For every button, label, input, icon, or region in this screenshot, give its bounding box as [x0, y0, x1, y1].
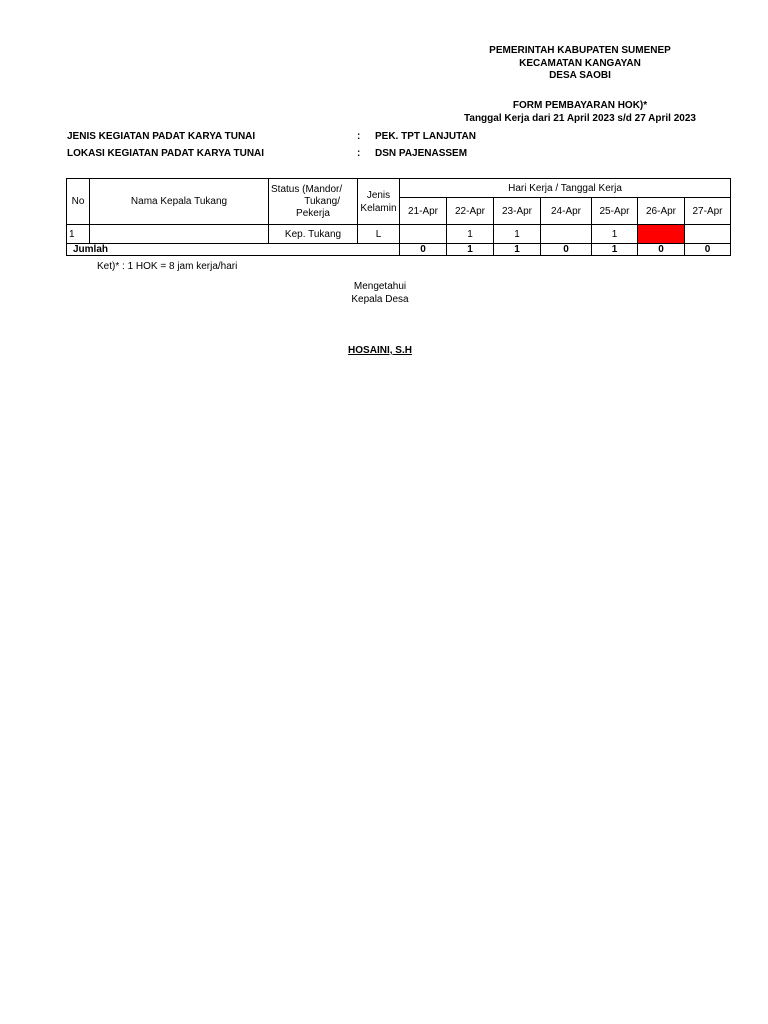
header-line-village: DESA SAOBI [549, 70, 611, 81]
government-header [430, 45, 730, 83]
date-header: 23-Apr [494, 198, 541, 225]
ack-line1: Mengetahui [353, 281, 407, 292]
hok-table [66, 178, 731, 256]
day-cell: 1 [592, 225, 638, 244]
lokasi-colon: : [357, 148, 361, 159]
date-header: 24-Apr [541, 198, 592, 225]
footnote: Ket)* : 1 HOK = 8 jam kerja/hari [97, 261, 238, 272]
acknowledgement [330, 280, 430, 306]
total-cell: 1 [592, 244, 638, 256]
header-line-district: KECAMATAN KANGAYAN [519, 57, 641, 69]
row-nama [90, 225, 269, 244]
header-status-line3: Pekerja [296, 207, 330, 219]
form-subtitle: Tanggal Kerja dari 21 April 2023 s/d 27 April 2023 [464, 112, 696, 124]
jenis-label: JENIS KEGIATAN PADAT KARYA TUNAI [67, 131, 256, 142]
total-cell: 1 [447, 244, 494, 256]
header-status-line1: Status (Mandor/ [271, 183, 343, 195]
jenis-value: PEK. TPT LANJUTAN [375, 131, 476, 142]
date-header: 21-Apr [400, 198, 447, 225]
signer-name: HOSAINI, S.H [348, 345, 412, 356]
row-no: 1 [67, 225, 90, 244]
day-cell-highlighted [638, 225, 685, 244]
day-cell [685, 225, 731, 244]
total-cell: 0 [638, 244, 685, 256]
jenis-colon: : [357, 131, 361, 142]
total-label: Jumlah [67, 244, 400, 256]
day-cell [400, 225, 447, 244]
date-header: 27-Apr [685, 198, 731, 225]
header-line-regency: PEMERINTAH KABUPATEN SUMENEP [489, 45, 671, 56]
header-hari-kerja: Hari Kerja / Tanggal Kerja [400, 179, 731, 198]
date-header: 26-Apr [638, 198, 685, 225]
day-cell [541, 225, 592, 244]
date-header: 22-Apr [447, 198, 494, 225]
header-status [269, 179, 358, 225]
header-status-line2: Tukang/ [304, 195, 340, 207]
day-cell: 1 [447, 225, 494, 244]
row-jenis: L [358, 225, 400, 244]
header-jenis-kelamin [358, 179, 400, 225]
date-header: 25-Apr [592, 198, 638, 225]
header-jenis-line2: Kelamin [360, 202, 397, 214]
row-status: Kep. Tukang [269, 225, 358, 244]
total-cell: 0 [685, 244, 731, 256]
header-jenis-line1: Jenis [366, 189, 391, 201]
day-cell: 1 [494, 225, 541, 244]
header-no: No [67, 179, 90, 225]
total-cell: 0 [541, 244, 592, 256]
header-nama: Nama Kepala Tukang [90, 179, 269, 225]
ack-line2: Kepala Desa [351, 294, 409, 305]
total-cell: 1 [494, 244, 541, 256]
lokasi-value: DSN PAJENASSEM [375, 148, 468, 159]
form-title-block [440, 100, 720, 125]
total-cell: 0 [400, 244, 447, 256]
form-title: FORM PEMBAYARAN HOK)* [512, 100, 648, 111]
lokasi-label: LOKASI KEGIATAN PADAT KARYA TUNAI [67, 148, 265, 159]
total-row [67, 244, 731, 256]
table-row [67, 225, 731, 244]
